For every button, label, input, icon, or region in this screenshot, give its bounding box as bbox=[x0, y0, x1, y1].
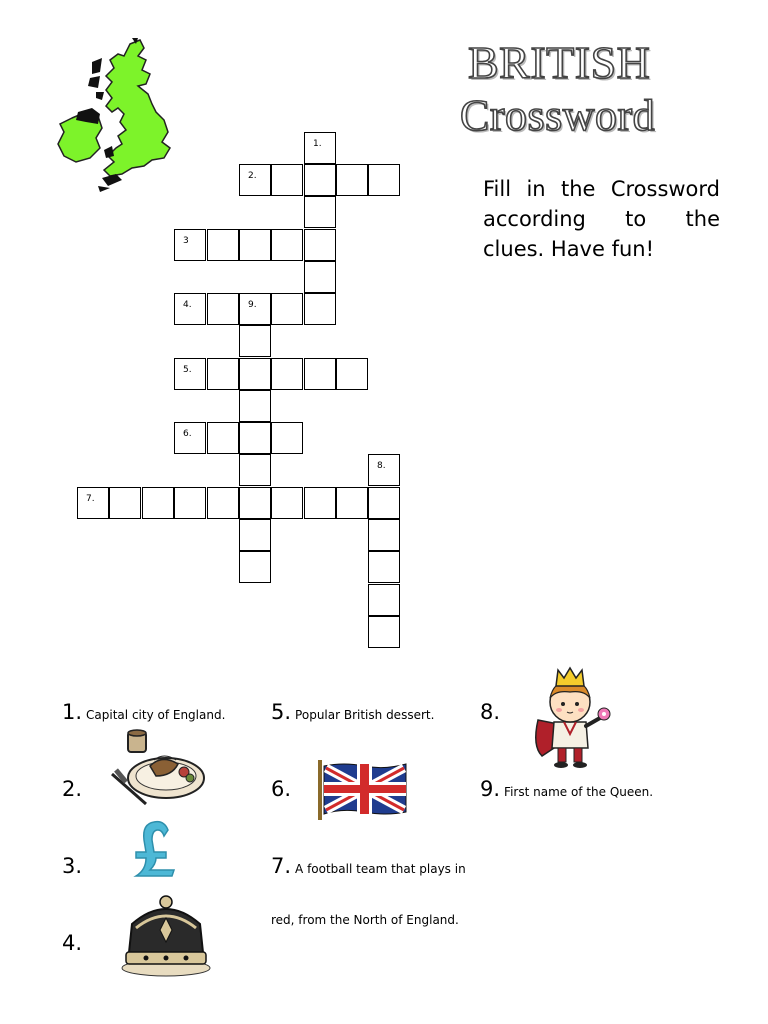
grid-cell[interactable] bbox=[207, 422, 239, 454]
grid-cell[interactable] bbox=[304, 487, 336, 519]
clue-number: 4. bbox=[62, 931, 83, 955]
grid-cell[interactable] bbox=[304, 132, 336, 164]
instructions-text: Fill in the Crossword according to the clues. Have fun! bbox=[483, 177, 720, 261]
grid-cell[interactable] bbox=[368, 519, 400, 551]
clue-1 bbox=[62, 700, 225, 724]
grid-cell[interactable] bbox=[304, 164, 336, 196]
clue-7 bbox=[271, 854, 466, 878]
pound-sign-icon bbox=[128, 816, 180, 882]
clue-9 bbox=[480, 777, 653, 801]
clue-number: 2. bbox=[62, 777, 83, 801]
grid-cell[interactable] bbox=[174, 422, 206, 454]
clue-text: Popular British dessert. bbox=[295, 708, 435, 722]
grid-cell[interactable] bbox=[77, 487, 109, 519]
cell-number: 7. bbox=[86, 494, 95, 504]
english-breakfast-icon bbox=[106, 726, 206, 808]
clue-number: 6. bbox=[271, 777, 292, 801]
grid-cell[interactable] bbox=[239, 487, 271, 519]
clue-3 bbox=[62, 854, 86, 878]
clue-number: 3. bbox=[62, 854, 83, 878]
grid-cell[interactable] bbox=[239, 390, 271, 422]
clue-text: First name of the Queen. bbox=[504, 785, 654, 799]
cell-number: 8. bbox=[377, 461, 386, 471]
grid-cell[interactable] bbox=[271, 358, 303, 390]
grid-cell[interactable] bbox=[207, 487, 239, 519]
cell-number: 3 bbox=[183, 236, 189, 246]
grid-cell[interactable] bbox=[271, 487, 303, 519]
grid-cell[interactable] bbox=[304, 261, 336, 293]
grid-cell[interactable] bbox=[271, 293, 303, 325]
grid-cell[interactable] bbox=[271, 164, 303, 196]
grid-cell[interactable] bbox=[304, 229, 336, 261]
clue-number: 5. bbox=[271, 700, 292, 724]
clue-5 bbox=[271, 700, 434, 724]
clue-text: Capital city of England. bbox=[86, 708, 226, 722]
clue-2 bbox=[62, 777, 86, 801]
grid-cell[interactable] bbox=[368, 487, 400, 519]
grid-cell[interactable] bbox=[174, 293, 206, 325]
grid-cell[interactable] bbox=[239, 229, 271, 261]
grid-cell[interactable] bbox=[271, 229, 303, 261]
grid-cell[interactable] bbox=[239, 358, 271, 390]
clue-number: 8. bbox=[480, 700, 501, 724]
grid-cell[interactable] bbox=[368, 454, 400, 486]
clue-7-continued: red, from the North of England. bbox=[271, 913, 459, 927]
clue-number: 9. bbox=[480, 777, 501, 801]
cell-number: 1. bbox=[313, 139, 322, 149]
clue-6 bbox=[271, 777, 295, 801]
union-jack-flag-icon bbox=[316, 758, 408, 822]
grid-cell[interactable] bbox=[304, 358, 336, 390]
clue-number: 1. bbox=[62, 700, 83, 724]
clue-4 bbox=[62, 931, 86, 955]
grid-cell[interactable] bbox=[239, 164, 271, 196]
grid-cell[interactable] bbox=[239, 454, 271, 486]
crown-icon bbox=[112, 890, 216, 980]
grid-cell[interactable] bbox=[239, 293, 271, 325]
cell-number: 5. bbox=[183, 365, 192, 375]
grid-cell[interactable] bbox=[239, 519, 271, 551]
title-line-2: Crossword bbox=[460, 91, 656, 140]
cell-number: 4. bbox=[183, 300, 192, 310]
prince-icon bbox=[524, 664, 620, 772]
grid-cell[interactable] bbox=[336, 358, 368, 390]
grid-cell[interactable] bbox=[368, 164, 400, 196]
grid-cell[interactable] bbox=[304, 196, 336, 228]
grid-cell[interactable] bbox=[368, 616, 400, 648]
cell-number: 6. bbox=[183, 429, 192, 439]
grid-cell[interactable] bbox=[207, 358, 239, 390]
title-line-1: BRITISH bbox=[468, 37, 651, 88]
grid-cell[interactable] bbox=[271, 422, 303, 454]
grid-cell[interactable] bbox=[336, 164, 368, 196]
clue-8 bbox=[480, 700, 504, 724]
clue-text: A football team that plays in bbox=[295, 862, 466, 876]
grid-cell[interactable] bbox=[368, 551, 400, 583]
clue-number: 7. bbox=[271, 854, 292, 878]
grid-cell[interactable] bbox=[109, 487, 141, 519]
grid-cell[interactable] bbox=[239, 325, 271, 357]
grid-cell[interactable] bbox=[304, 293, 336, 325]
grid-cell[interactable] bbox=[368, 584, 400, 616]
grid-cell[interactable] bbox=[239, 422, 271, 454]
grid-cell[interactable] bbox=[207, 293, 239, 325]
grid-cell[interactable] bbox=[174, 358, 206, 390]
cell-number: 9. bbox=[248, 300, 257, 310]
cell-number: 2. bbox=[248, 171, 257, 181]
grid-cell[interactable] bbox=[174, 487, 206, 519]
grid-cell[interactable] bbox=[239, 551, 271, 583]
grid-cell[interactable] bbox=[336, 487, 368, 519]
grid-cell[interactable] bbox=[142, 487, 174, 519]
grid-cell[interactable] bbox=[174, 229, 206, 261]
grid-cell[interactable] bbox=[207, 229, 239, 261]
